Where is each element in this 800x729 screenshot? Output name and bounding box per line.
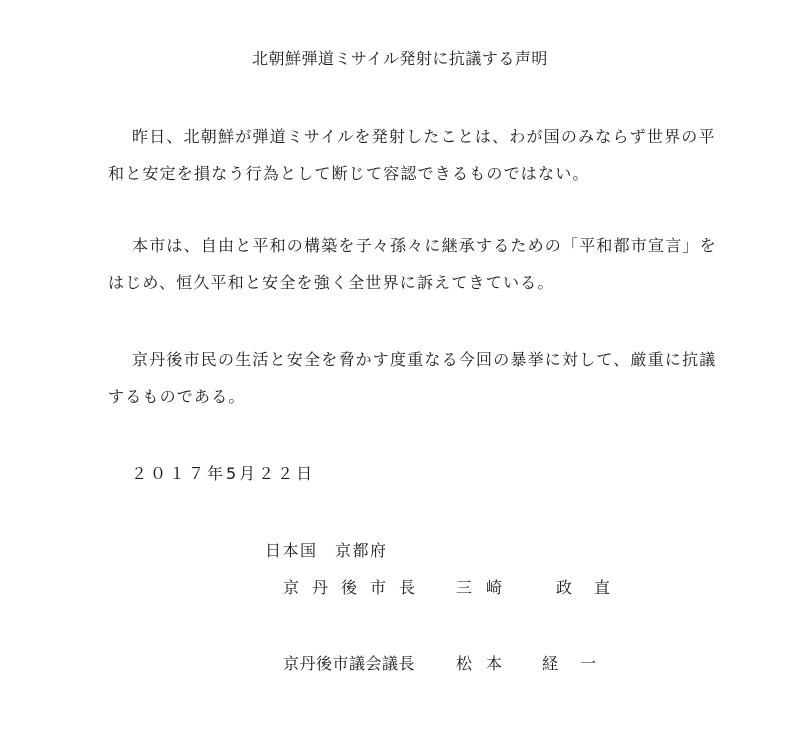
mayor-name	[456, 575, 610, 598]
chair-name-part: 一	[580, 654, 597, 673]
paragraph-2	[108, 227, 717, 301]
paragraph-line: 京丹後市民の生活と安全を脅かす度重なる今回の暴挙に対して、厳重に抗議	[132, 350, 717, 369]
mayor-name-part: 三崎	[456, 578, 517, 597]
mayor-name-part: 政	[556, 578, 573, 597]
paragraph-3	[108, 341, 717, 415]
paragraph-line: はじめ、恒久平和と安全を強く全世界に訴えてきている。	[108, 273, 555, 292]
chair-name-part: 松	[456, 654, 473, 673]
mayor-title: 京丹後市長	[283, 578, 429, 597]
paragraph-1	[108, 118, 716, 192]
chair-name-part: 本	[486, 654, 503, 673]
chair-name	[456, 651, 596, 674]
chair-title: 京丹後市議会議長	[283, 654, 416, 673]
paragraph-line: 昨日、北朝鮮が弾道ミサイルを発射したことは、わが国のみならず世界の平	[132, 127, 716, 146]
paragraph-line: 本市は、自由と平和の構築を子々孫々に継承するための「平和都市宣言」を	[132, 236, 717, 255]
paragraph-line: 和と安定を損なう行為として断じて容認できるものではない。	[108, 164, 590, 183]
document-title: 北朝鮮弾道ミサイル発射に抗議する声明	[252, 49, 548, 68]
mayor-name-part: 直	[594, 578, 611, 597]
statement-date: ２０１７年5月２２日	[131, 464, 316, 483]
chair-name-part: 経	[542, 654, 559, 673]
signature-place: 日本国 京都府	[265, 541, 388, 560]
paragraph-line: するものである。	[108, 387, 246, 406]
